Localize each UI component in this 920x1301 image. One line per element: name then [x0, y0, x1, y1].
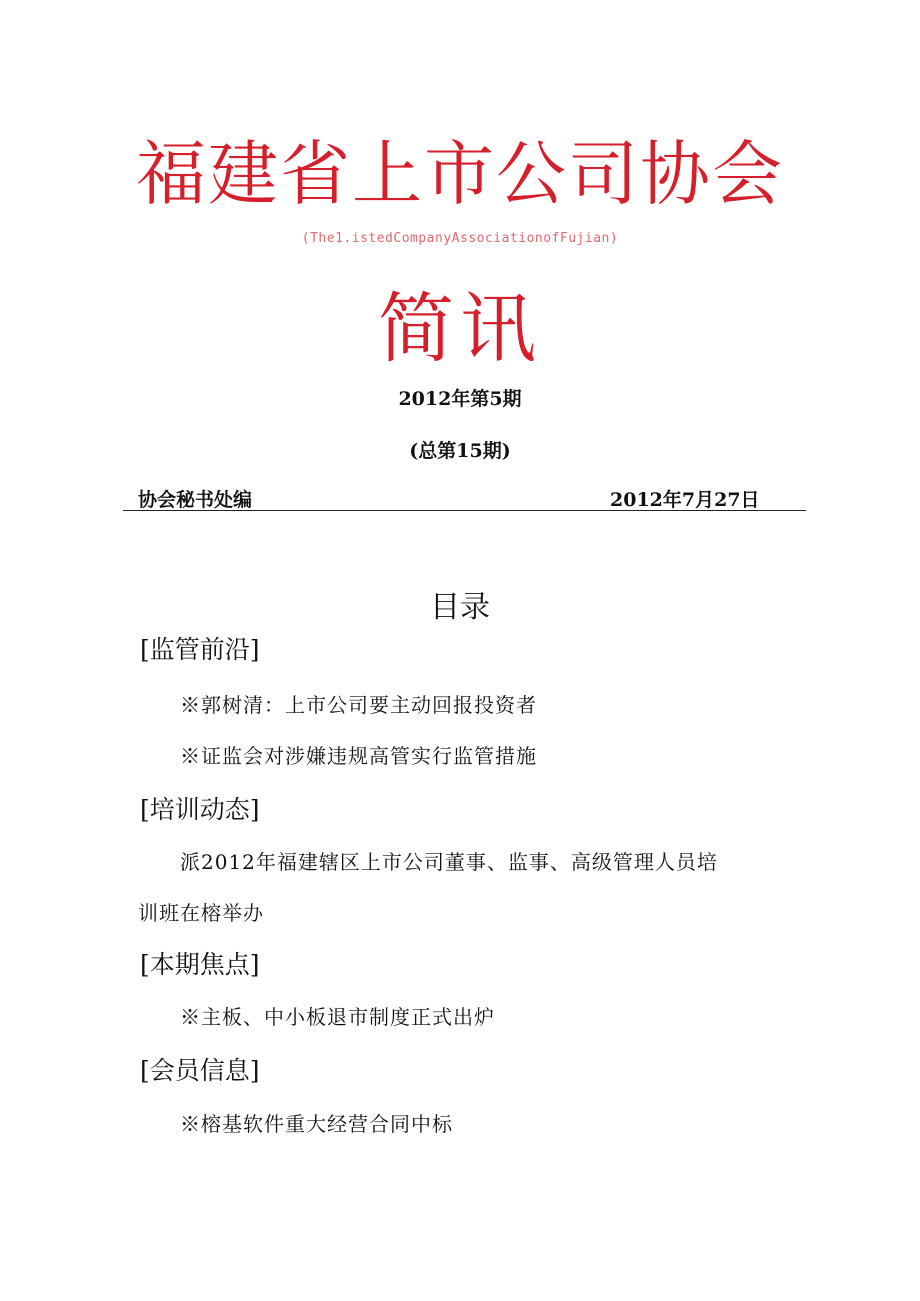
org-title: 福建省上市公司协会 — [136, 133, 784, 215]
header-divider — [123, 510, 806, 511]
toc-title: 目录 — [430, 590, 490, 625]
toc-item-continuation[interactable]: 训班在榕举办 — [138, 901, 264, 925]
toc-section-training: [培训动态] — [140, 795, 260, 824]
toc-section-focus: [本期焦点] — [140, 950, 260, 979]
toc-item[interactable]: ※主板、中小板退市制度正式出炉 — [180, 1005, 495, 1029]
org-english-name: (The1.istedCompanyAssociationofFujian) — [301, 231, 619, 246]
issue-number: 2012年第5期 — [398, 388, 522, 410]
toc-item[interactable]: ※榕基软件重大经营合同中标 — [180, 1112, 453, 1136]
toc-item[interactable]: ※证监会对涉嫌违规高管实行监管措施 — [180, 744, 537, 768]
publication-title: 简讯 — [378, 284, 542, 373]
publish-date: 2012年7月27日 — [610, 489, 760, 511]
toc-item[interactable]: 派2012年福建辖区上市公司董事、监事、高级管理人员培 — [180, 850, 718, 874]
total-issue-number: (总第15期) — [409, 440, 511, 462]
editor-line: 协会秘书处编 — [138, 489, 253, 511]
toc-item[interactable]: ※郭树清：上市公司要主动回报投资者 — [180, 693, 537, 717]
toc-section-members: [会员信息] — [140, 1056, 260, 1085]
toc-section-regulation: [监管前沿] — [140, 635, 260, 664]
